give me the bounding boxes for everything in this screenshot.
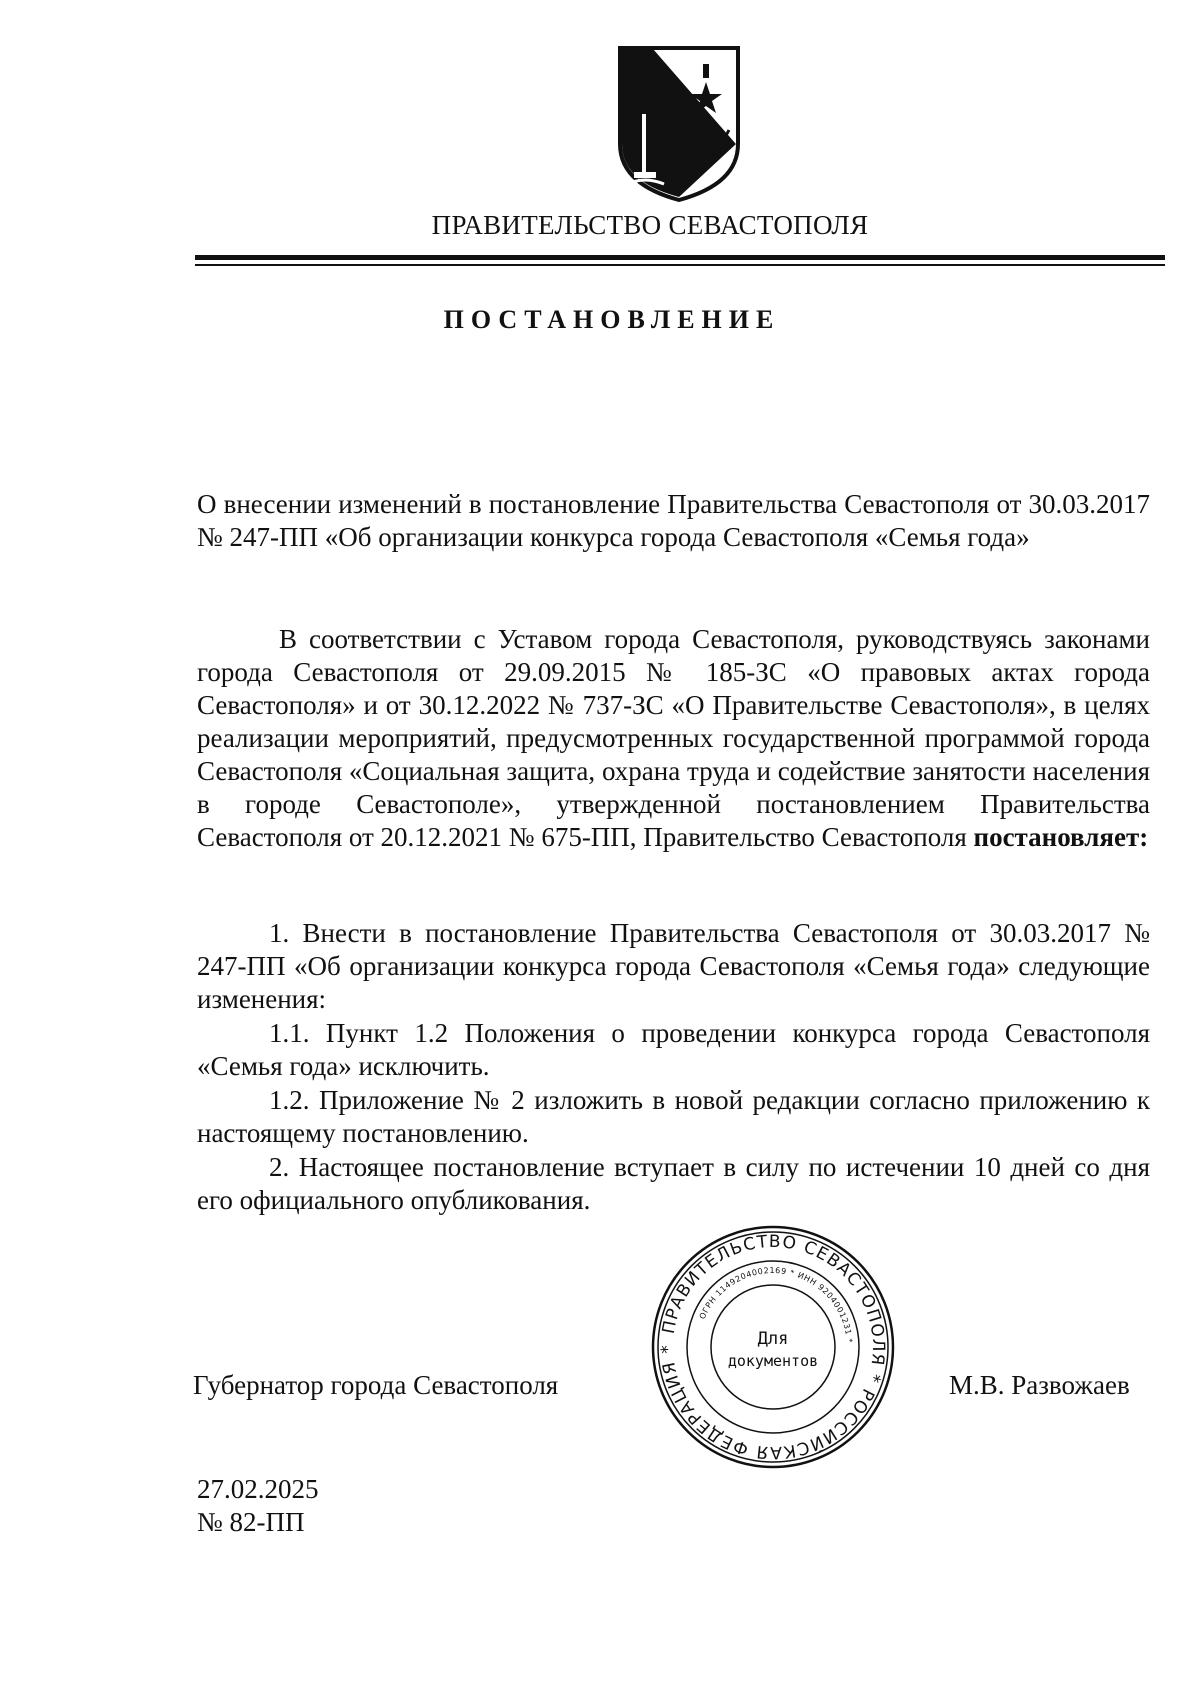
sevastopol-coat-of-arms-emblem <box>614 44 744 204</box>
preamble-paragraph <box>197 623 1150 854</box>
document-type-heading: ПОСТАНОВЛЕНИЕ <box>443 305 781 334</box>
header-divider-thin <box>195 264 1165 266</box>
signer-name: М.В. Развожаев <box>949 1370 1130 1400</box>
government-name: ПРАВИТЕЛЬСТВО СЕВАСТОПОЛЯ <box>431 210 869 240</box>
resolves-keyword: постановляет: <box>973 822 1149 852</box>
item-1-2: 1.2. Приложение № 2 изложить в новой редакции согласно приложению к настоящему постановлению. <box>197 1085 1150 1148</box>
stamp-outer-text: ПРАВИТЕЛЬСТВО СЕВАСТОПОЛЯ * РОССИЙСКАЯ ФЕДЕРАЦИЯ * <box>657 1231 889 1463</box>
stamp-inner-text: ОГРН 1149204002169 * ИНН 9204001231 * <box>697 1265 854 1344</box>
document-date-number <box>197 1473 319 1539</box>
item-1: 1. Внести в постановление Правительства Севастополя от 30.03.2017 № 247-ПП «Об организации конкурса города Севастополя «Семья года» следующие изменения: <box>197 918 1150 1014</box>
item-1-1: 1.1. Пункт 1.2 Положения о проведении конкурса города Севастополя «Семья года» исключить. <box>197 1018 1150 1081</box>
stamp-center-line-1: Для <box>757 1329 789 1349</box>
document-date: 27.02.2025 <box>197 1474 319 1504</box>
document-number: № 82-ПП <box>197 1507 305 1537</box>
preamble-text: В соответствии с Уставом города Севастополя, руководствуясь законами города Севастополя от 29.09.2015 № 185-ЗС «О правовых актах города Севастополя» и от 30.12.2022 № 737-ЗС «О Правительстве Севастополя», в целях реализации мероприятий, предусмотренных государственной программой города Севастополя «Социальная защита, охрана труда и содействие занятости населения в городе Севастополе», утвержденной постановлением Правительства Севастополя от 20.12.2021 № 675-ПП, Правительство Севастополя <box>197 624 1150 852</box>
stamp-center-line-2: документов <box>727 1352 819 1370</box>
official-round-stamp <box>648 1222 898 1472</box>
item-2: 2. Настоящее постановление вступает в силу по истечении 10 дней со дня его официального опубликования. <box>197 1152 1150 1215</box>
resolution-title: О внесении изменений в постановление Правительства Севастополя от 30.03.2017 № 247-ПП «Об организации конкурса города Севастополя «Семья года» <box>197 489 1150 552</box>
header-divider-thick <box>195 255 1165 260</box>
signer-position: Губернатор города Севастополя <box>193 1370 559 1400</box>
